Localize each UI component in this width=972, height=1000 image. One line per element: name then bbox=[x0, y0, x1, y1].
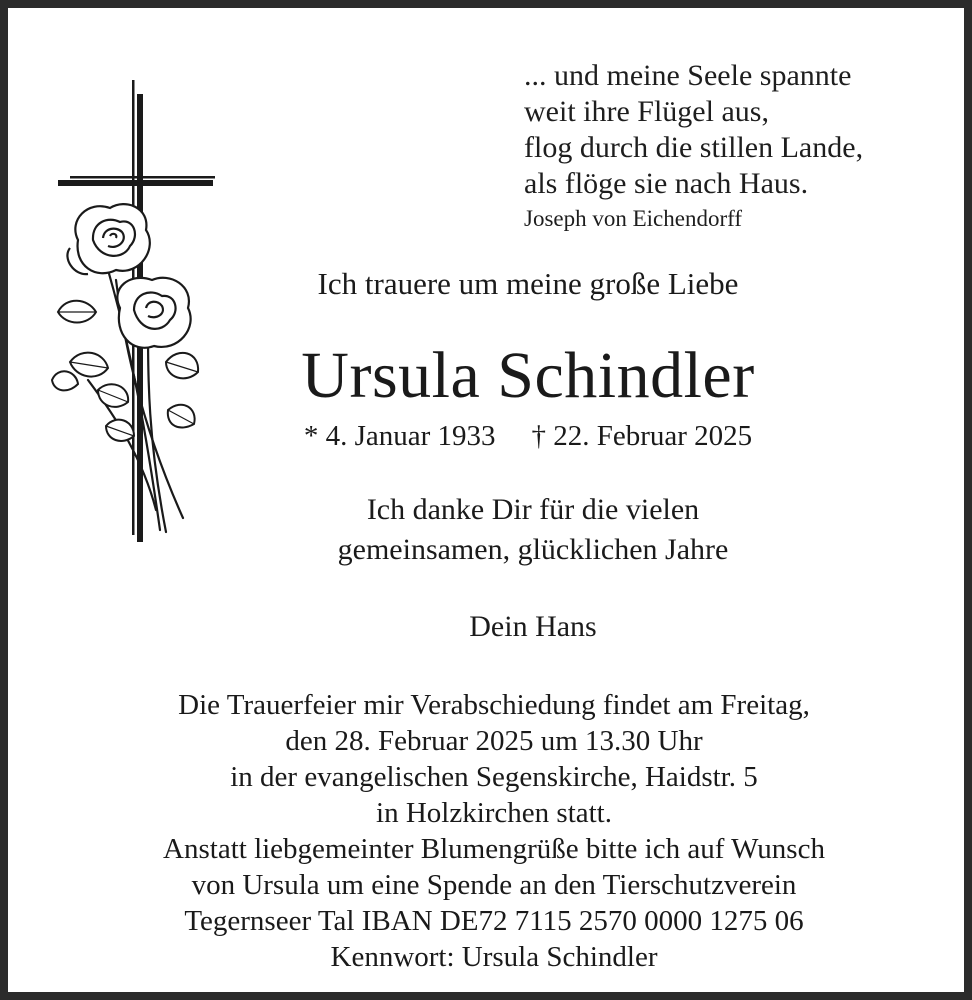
notice-line: Die Trauerfeier mir Verabschiedung findet am Freitag, bbox=[178, 689, 810, 721]
poem-quote bbox=[524, 58, 863, 234]
notice-line: von Ursula um eine Spende an den Tierschutzverein bbox=[191, 869, 797, 901]
deceased-name: Ursula Schindler bbox=[301, 339, 755, 412]
funeral-notice bbox=[8, 687, 972, 975]
notice-line: Tegernseer Tal IBAN DE72 7115 2570 0000 1275 06 bbox=[184, 905, 804, 937]
notice-line: in Holzkirchen statt. bbox=[376, 797, 612, 829]
thanks-text bbox=[58, 490, 972, 570]
life-dates bbox=[38, 420, 972, 453]
thanks-line: Ich danke Dir für die vielen bbox=[366, 493, 700, 526]
poem-author: Joseph von Eichendorff bbox=[524, 206, 743, 231]
poem-line: als flöge sie nach Haus. bbox=[524, 167, 809, 200]
notice-line: Anstatt liebgemeinter Blumengrüße bitte ich auf Wunsch bbox=[163, 833, 825, 865]
death-date: † 22. Februar 2025 bbox=[531, 420, 753, 452]
notice-line: Kennwort: Ursula Schindler bbox=[330, 941, 658, 973]
cross-with-roses-icon bbox=[48, 80, 223, 545]
thanks-line: gemeinsamen, glücklichen Jahre bbox=[337, 533, 729, 566]
notice-line: in der evangelischen Segenskirche, Haidstr. 5 bbox=[230, 761, 758, 793]
poem-line: flog durch die stillen Lande, bbox=[524, 131, 864, 164]
notice-line: den 28. Februar 2025 um 13.30 Uhr bbox=[285, 725, 703, 757]
poem-line: ... und meine Seele spannte bbox=[524, 59, 852, 92]
poem-line: weit ihre Flügel aus, bbox=[524, 95, 769, 128]
birth-date: * 4. Januar 1933 bbox=[303, 420, 496, 452]
signature: Dein Hans bbox=[469, 610, 597, 643]
mourning-line: Ich trauere um meine große Liebe bbox=[317, 266, 739, 301]
